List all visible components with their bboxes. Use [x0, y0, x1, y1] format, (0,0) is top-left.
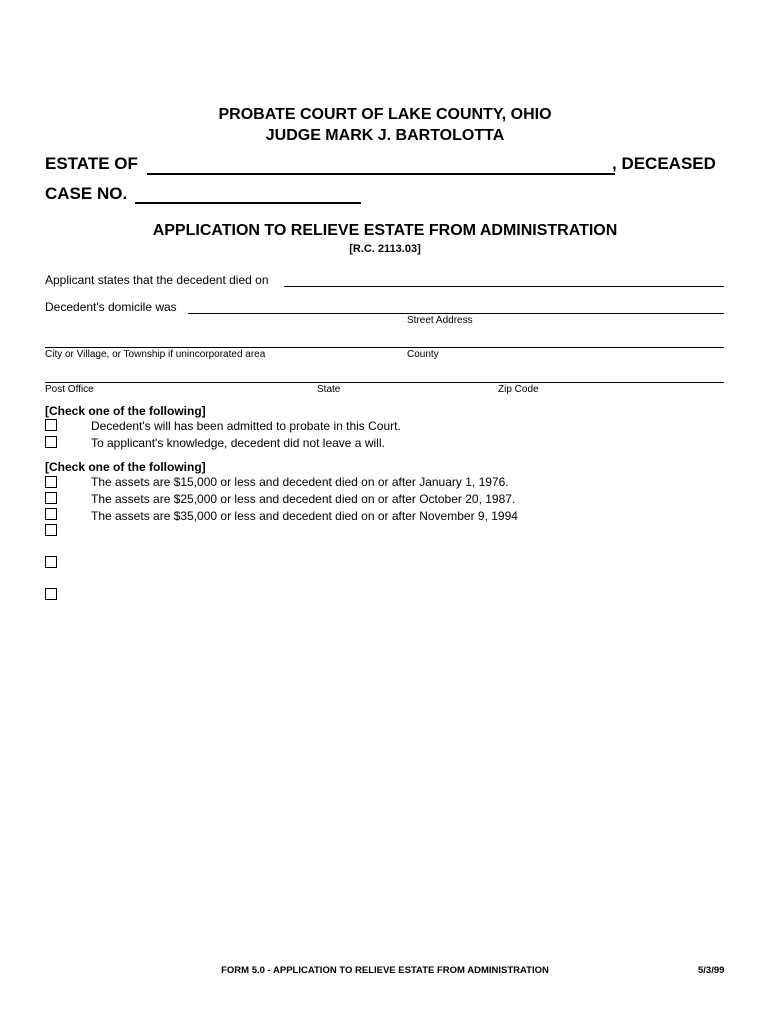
footer-date: 5/3/99 [698, 965, 725, 976]
extra-checkbox-3[interactable] [45, 588, 57, 600]
extra-checkbox-1[interactable] [45, 524, 57, 536]
post-office-state-zip-field[interactable] [45, 382, 724, 383]
group2-heading: [Check one of the following] [45, 460, 206, 474]
case-no-label: CASE NO. [45, 184, 128, 203]
case-number-field[interactable] [135, 202, 361, 204]
estate-of-label: ESTATE OF [45, 154, 138, 173]
street-address-caption: Street Address [407, 315, 473, 326]
assets-25000-checkbox[interactable] [45, 492, 57, 504]
estate-name-field[interactable] [147, 173, 615, 175]
group1-heading: [Check one of the following] [45, 404, 206, 418]
assets-15000-checkbox[interactable] [45, 476, 57, 488]
deceased-label: , DECEASED [612, 154, 716, 173]
footer-form-label: FORM 5.0 - APPLICATION TO RELIEVE ESTATE FROM ADMINISTRATION [221, 965, 549, 976]
post-office-caption: Post Office [45, 384, 94, 395]
assets-35000-label: The assets are $35,000 or less and decedent died on or after November 9, 1994 [91, 509, 518, 523]
judge-name: JUDGE MARK J. BARTOLOTTA [265, 127, 505, 144]
statute-reference: [R.C. 2113.03] [349, 243, 421, 255]
street-address-field[interactable] [188, 313, 724, 314]
assets-35000-checkbox[interactable] [45, 508, 57, 520]
court-name: PROBATE COURT OF LAKE COUNTY, OHIO [218, 106, 552, 123]
zip-caption: Zip Code [498, 384, 539, 395]
no-will-label: To applicant's knowledge, decedent did not leave a will. [91, 436, 385, 450]
will-admitted-label: Decedent's will has been admitted to probate in this Court. [91, 419, 401, 433]
extra-checkbox-2[interactable] [45, 556, 57, 568]
will-admitted-checkbox[interactable] [45, 419, 57, 431]
domicile-label: Decedent's domicile was [45, 300, 177, 314]
city-county-field[interactable] [45, 347, 724, 348]
no-will-checkbox[interactable] [45, 436, 57, 448]
state-caption: State [317, 384, 341, 395]
county-caption: County [407, 349, 439, 360]
died-on-label: Applicant states that the decedent died on [45, 273, 269, 287]
city-caption: City or Village, or Township if unincorporated area [45, 349, 266, 360]
assets-15000-label: The assets are $15,000 or less and decedent died on or after January 1, 1976. [91, 475, 509, 489]
date-of-death-field[interactable] [284, 286, 724, 287]
form-title: APPLICATION TO RELIEVE ESTATE FROM ADMINISTRATION [152, 222, 618, 239]
assets-25000-label: The assets are $25,000 or less and decedent died on or after October 20, 1987. [91, 492, 516, 506]
